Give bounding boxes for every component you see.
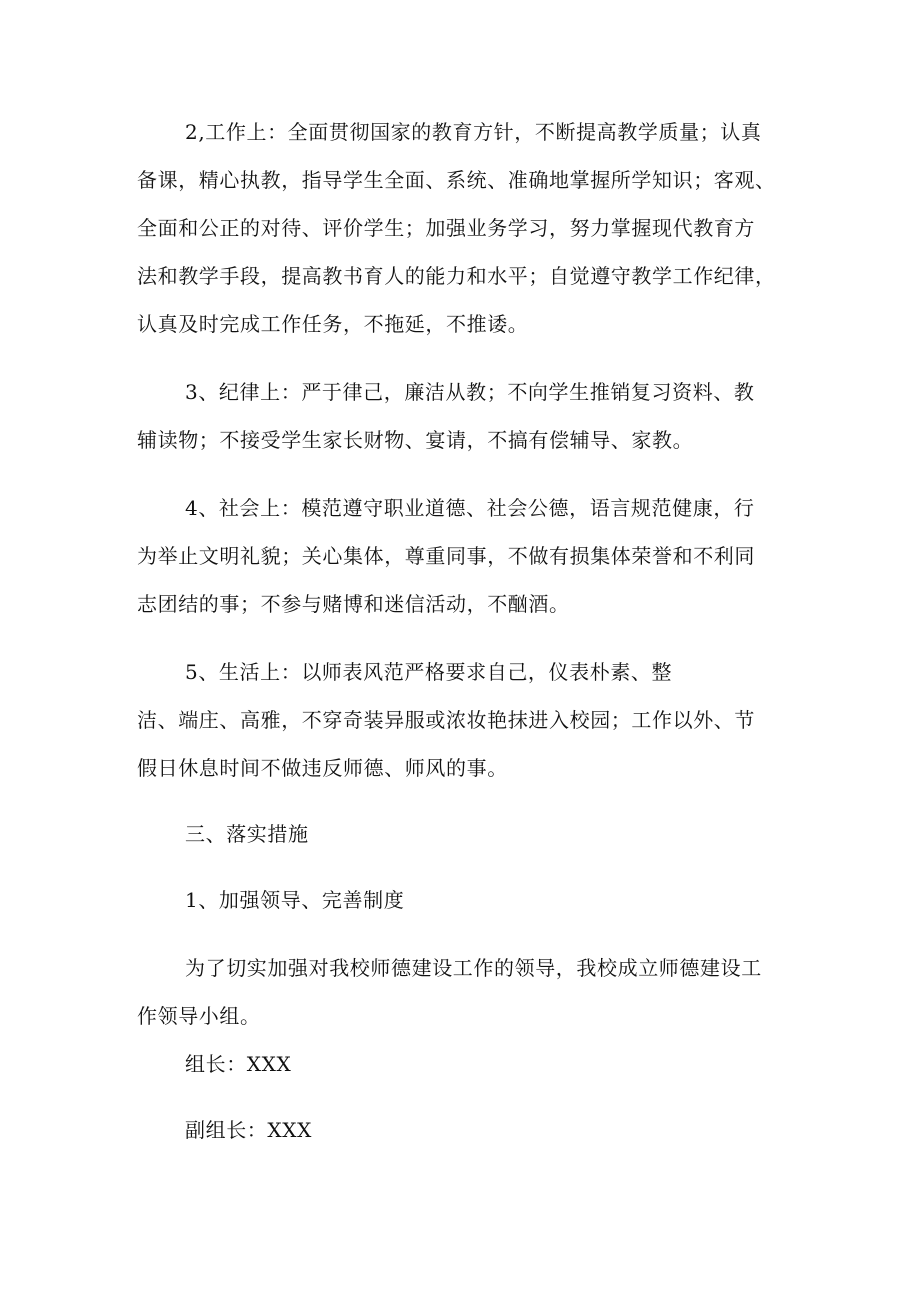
team-leader-line: 组长：XXX	[185, 1052, 292, 1076]
paragraph-life	[137, 648, 797, 792]
text-line: 全面和公正的对待、评价学生；加强业务学习，努力掌握现代教育方	[137, 216, 755, 240]
deputy-leader	[137, 1106, 797, 1154]
paragraph-discipline	[137, 368, 797, 464]
text-line: 辅读物；不接受学生家长财物、宴请，不搞有偿辅导、家教。	[137, 428, 694, 452]
text-line: 备课，精心执教，指导学生全面、系统、准确地掌握所学知识；客观、	[137, 168, 776, 192]
text-line: 4、社会上：模范遵守职业道德、社会公德，语言规范健康，行	[185, 496, 755, 520]
text-line: 为举止文明礼貌；关心集体，尊重同事，不做有损集体荣誉和不利同	[137, 544, 755, 568]
text-line: 志团结的事；不参与赌博和迷信活动，不酗酒。	[137, 592, 570, 616]
deputy-leader-line: 副组长：XXX	[185, 1118, 312, 1142]
text-line: 认真及时完成工作任务，不拖延，不推诿。	[137, 312, 529, 336]
team-leader	[137, 1040, 797, 1088]
text-line: 为了切实加强对我校师德建设工作的领导，我校成立师德建设工	[185, 956, 762, 980]
text-line: 作领导小组。	[137, 1004, 261, 1028]
text-line: 2,工作上：全面贯彻国家的教育方针，不断提高教学质量；认真	[185, 120, 762, 144]
text-line: 洁、端庄、高雅，不穿奇装异服或浓妆艳抹进入校园；工作以外、节	[137, 708, 755, 732]
text-line: 5、生活上：以师表风范严格要求自己，仪表朴素、整	[185, 660, 673, 684]
paragraph-society	[137, 484, 797, 628]
section-heading	[137, 810, 797, 858]
heading-leadership: 1、加强领导、完善制度	[185, 888, 405, 912]
text-line: 假日休息时间不做违反师德、师风的事。	[137, 756, 508, 780]
text-line: 法和教学手段，提高教书育人的能力和水平；自觉遵守教学工作纪律，	[137, 264, 776, 288]
heading-implementation: 三、落实措施	[185, 822, 309, 846]
subsection-heading	[137, 876, 797, 924]
paragraph-leadership-group	[137, 944, 797, 1040]
text-line: 3、纪律上：严于律己，廉洁从教；不向学生推销复习资料、教	[185, 380, 755, 404]
paragraph-work	[137, 108, 797, 348]
